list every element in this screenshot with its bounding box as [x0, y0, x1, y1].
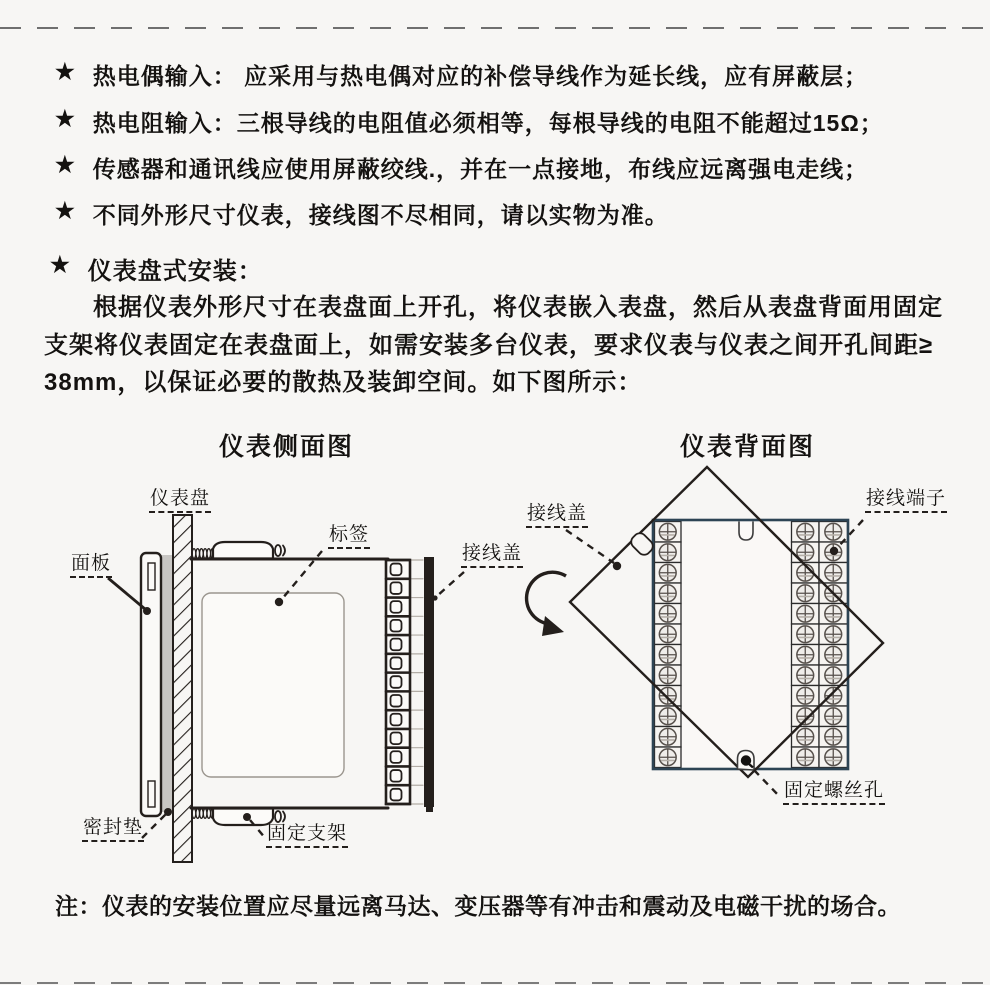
- label-fixing-bracket: 固定支架: [266, 824, 348, 848]
- bullet-text: 不同外形尺寸仪表，接线图不尽相同，请以实物为准。: [92, 202, 669, 228]
- terminal-screw-icon: [825, 523, 842, 540]
- terminal-screw-icon: [659, 749, 676, 766]
- note-bullet-rtd: [55, 105, 884, 138]
- terminal-screw-icon: [825, 564, 842, 581]
- wiring-cover-bar: [424, 557, 434, 807]
- cover-clip-tab: [629, 531, 656, 558]
- side-view-title: 仪表侧面图: [219, 434, 355, 461]
- star-icon: ★: [55, 59, 75, 84]
- terminal-screw-icon: [825, 687, 842, 704]
- label-screw-hole: 固定螺丝孔: [783, 781, 885, 805]
- terminal-screw-icon: [659, 564, 676, 581]
- note-bullet-wiring-diagram: [55, 197, 669, 230]
- label-wiring-cover-back: 接线盖: [526, 504, 588, 528]
- front-panel-shape: [141, 553, 161, 816]
- hatched-panel-wall: [173, 515, 192, 862]
- section-heading-panel-mounting: [50, 251, 263, 286]
- terminal-screw-icon: [825, 667, 842, 684]
- terminal-screw-icon: [797, 626, 814, 643]
- installation-paragraph: [44, 289, 964, 402]
- terminal-screw-icon: [659, 708, 676, 725]
- tag-area-shape: [202, 593, 344, 777]
- terminal-screw-icon: [797, 749, 814, 766]
- terminal-screw-icon: [659, 667, 676, 684]
- terminal-screw-icon: [659, 687, 676, 704]
- terminal-screw-icon: [659, 728, 676, 745]
- side-view-drawing: [141, 515, 434, 862]
- terminal-screw-icon: [825, 646, 842, 663]
- rotation-arrowhead: [542, 616, 564, 636]
- rear-terminal-stack: [386, 560, 423, 804]
- terminal-screw-icon: [797, 667, 814, 684]
- installation-note: 注：仪表的安装位置应尽量远离马达、变压器等有冲击和震动及电磁干扰的场合。: [55, 893, 901, 919]
- star-icon: ★: [50, 252, 70, 277]
- terminal-screw-icon: [659, 646, 676, 663]
- terminal-screw-icon: [797, 585, 814, 602]
- rotation-arrow-icon: [527, 572, 566, 624]
- star-icon: ★: [55, 106, 75, 131]
- top-mount-tab: [739, 522, 753, 541]
- terminal-screw-icon: [659, 626, 676, 643]
- section-heading-text: 仪表盘式安装：: [87, 258, 263, 285]
- terminal-screw-icon: [825, 605, 842, 622]
- terminal-screw-icon: [659, 585, 676, 602]
- terminal-screw-icon: [797, 708, 814, 725]
- label-tag: 标签: [328, 525, 370, 549]
- terminal-screw-icon: [825, 708, 842, 725]
- terminal-screw-icon: [825, 728, 842, 745]
- paragraph-line: 根据仪表外形尺寸在表盘面上开孔，将仪表嵌入表盘，然后从表盘背面用固定: [93, 294, 943, 321]
- note-bullet-thermocouple: [55, 58, 868, 91]
- terminal-screw-icon: [659, 544, 676, 561]
- sealing-gasket-shape: [161, 555, 174, 812]
- wiring-cover-foot: [426, 807, 433, 812]
- terminal-screw-icon: [797, 646, 814, 663]
- bullet-text: 传感器和通讯线应使用屏蔽绞线.，并在一点接地，布线应远离强电走线；: [92, 156, 869, 182]
- paragraph-line: 38mm，以保证必要的散热及装卸空间。如下图所示：: [44, 369, 643, 396]
- label-terminal: 接线端子: [865, 489, 947, 513]
- torn-edge-dashed-line-bottom: [0, 982, 990, 984]
- terminal-screw-icon: [659, 605, 676, 622]
- note-bullet-shielded-wire: [55, 151, 868, 184]
- label-gasket: 密封垫: [82, 818, 144, 842]
- label-wiring-cover-side: 接线盖: [461, 544, 523, 568]
- terminal-screw-icon: [797, 687, 814, 704]
- back-view-title: 仪表背面图: [680, 434, 816, 461]
- terminal-screw-icon: [825, 626, 842, 643]
- paragraph-line: 支架将仪表固定在表盘面上，如需安装多台仪表，要求仪表与仪表之间开孔间距≥: [44, 331, 934, 359]
- terminal-screw-icon: [797, 728, 814, 745]
- terminal-screw-icon: [797, 523, 814, 540]
- torn-edge-dashed-line-top: [0, 27, 990, 29]
- bullet-text: 热电偶输入： 应采用与热电偶对应的补偿导线作为延长线，应有屏蔽层；: [92, 63, 869, 89]
- star-icon: ★: [55, 152, 75, 177]
- label-front-panel: 面板: [70, 554, 112, 578]
- terminal-screw-icon: [797, 605, 814, 622]
- bullet-text: 热电阻输入：三根导线的电阻值必须相等，每根导线的电阻不能超过15Ω；: [92, 110, 884, 136]
- star-icon: ★: [55, 198, 75, 223]
- terminal-screw-icon: [825, 749, 842, 766]
- terminal-screw-icon: [659, 523, 676, 540]
- label-panel-board: 仪表盘: [149, 489, 211, 513]
- fixing-bracket-top: [192, 542, 285, 559]
